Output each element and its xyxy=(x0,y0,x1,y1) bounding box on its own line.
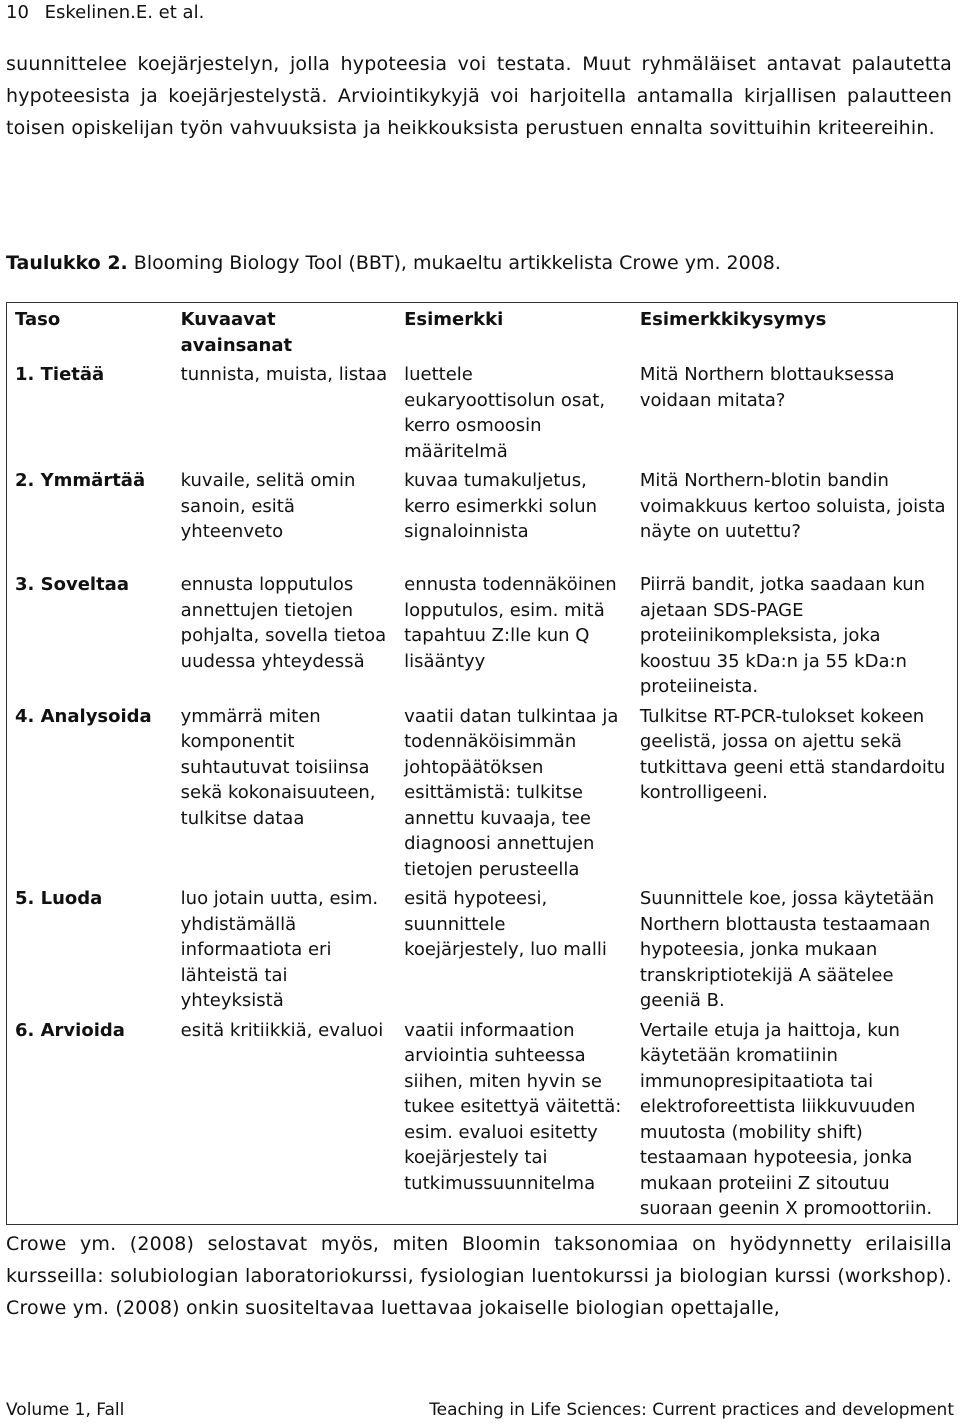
keywords-cell: ennusta lopputulos annettujen tietojen pohjalta, sovella tietoa uudessa yhteydessä xyxy=(180,574,387,672)
question-cell: Piirrä bandit, jotka saadaan kun ajetaan SDS-PAGE proteiinikompleksista, joka koostuu 35 kDa:n ja 55 kDa:n proteiineista. xyxy=(639,574,926,697)
question-cell: Vertaile etuja ja haittoja, kun käytetään kromatiinin immunopresipitaatiota tai elektroforeettista liikkuvuuden muutosta (mobility shift) testaamaan hypoteesia, jonka mukaan proteiini Z sitoutuu suoraan geenin X promoottoriin. xyxy=(639,1019,933,1219)
table-caption-label: Taulukko 2. xyxy=(6,252,128,274)
question-cell: Tulkitse RT-PCR-tulokset kokeen geelistä, jossa on ajettu sekä tutkittava geeni että standardoitu kontrolligeeni. xyxy=(639,705,946,803)
table-row xyxy=(7,466,958,570)
table-header-row xyxy=(7,303,958,361)
running-authors: Eskelinen.E. et al. xyxy=(44,2,205,23)
page-header xyxy=(6,2,204,23)
table-row xyxy=(7,884,958,1016)
question-cell: Mitä Northern-blotin bandin voimakkuus kertoo soluista, joista näyte on uutettu? xyxy=(639,470,946,542)
level-cell: 4. Analysoida xyxy=(15,705,152,727)
level-cell: 1. Tietää xyxy=(15,364,105,385)
table-row xyxy=(7,702,958,885)
keywords-cell: kuvaile, selitä omin sanoin, esitä yhteenveto xyxy=(180,470,356,542)
footer-volume: Volume 1, Fall xyxy=(6,1400,125,1420)
keywords-cell: ymmärrä miten komponentit suhtautuvat toisiinsa sekä kokonaisuuteen, tulkitse dataa xyxy=(180,705,376,829)
level-cell: 2. Ymmärtää xyxy=(15,470,146,491)
table-row xyxy=(7,1016,958,1225)
closing-paragraph: Crowe ym. (2008) selostavat myös, miten Bloomin taksonomiaa on hyödynnetty erilaisilla kursseilla: solubiologian laboratoriokurssi, fysiologian luentokurssi ja biologian kurssi (workshop). Crowe ym. (2008) onkin suositeltavaa luettavaa jokaiselle biologian opettajalle, xyxy=(6,1233,952,1319)
keywords-cell: tunnista, muista, listaa xyxy=(180,364,388,385)
example-cell: vaatii datan tulkintaa ja todennäköisimmän johtopäätöksen esittämistä: tulkitse annettu kuvaaja, tee diagnoosi annettujen tietojen perusteella xyxy=(404,705,619,880)
example-cell: luettele eukaryoottisolun osat, kerro osmoosin määritelmä xyxy=(404,364,606,462)
level-cell: 3. Soveltaa xyxy=(15,574,129,595)
header-taso: Taso xyxy=(15,309,61,330)
page-number: 10 xyxy=(6,2,29,23)
table-row xyxy=(7,360,958,466)
example-cell: kuvaa tumakuljetus, kerro esimerkki solun signaloinnista xyxy=(404,470,598,542)
table-caption xyxy=(6,252,781,274)
header-avainsanat: Kuvaavat avainsanat xyxy=(180,309,293,356)
example-cell: ennusta todennäköinen lopputulos, esim. mitä tapahtuu Z:lle kun Q lisääntyy xyxy=(404,574,617,672)
keywords-cell: luo jotain uutta, esim. yhdistämällä informaatiota eri lähteistä tai yhteyksistä xyxy=(180,888,379,1011)
header-esimerkkikysymys: Esimerkkikysymys xyxy=(639,309,827,330)
question-cell: Mitä Northern blottauksessa voidaan mitata? xyxy=(639,364,895,411)
table-caption-text: Blooming Biology Tool (BBT), mukaeltu artikkelista Crowe ym. 2008. xyxy=(127,252,781,274)
table-row xyxy=(7,570,958,702)
intro-paragraph: suunnittelee koejärjestelyn, jolla hypoteesia voi testata. Muut ryhmäläiset antavat palautetta hypoteesista ja koejärjestelystä. Arviointikykyjä voi harjoitella antamalla kirjallisen palautteen toisen opiskelijan työn vahvuuksista ja heikkouksista perustuen ennalta sovittuihin kriteereihin. xyxy=(6,53,952,139)
bbt-table xyxy=(6,302,958,1225)
example-cell: esitä hypoteesi, suunnittele koejärjestely, luo malli xyxy=(404,888,607,960)
header-esimerkki: Esimerkki xyxy=(404,309,504,330)
level-cell: 5. Luoda xyxy=(15,888,103,909)
example-cell: vaatii informaation arviointia suhteessa siihen, miten hyvin se tukee esitettyä väitettä: esim. evaluoi esitetty koejärjestely tai tutkimussuunnitelma xyxy=(404,1019,622,1194)
level-cell: 6. Arvioida xyxy=(15,1019,125,1041)
question-cell: Suunnittele koe, jossa käytetään Northern blottausta testaamaan hypoteesia, jonka mukaan transkriptiotekijä A säätelee geeniä B. xyxy=(639,888,935,1011)
keywords-cell: esitä kritiikkiä, evaluoi xyxy=(180,1019,384,1041)
footer-journal: Teaching in Life Sciences: Current practices and development xyxy=(429,1400,954,1420)
